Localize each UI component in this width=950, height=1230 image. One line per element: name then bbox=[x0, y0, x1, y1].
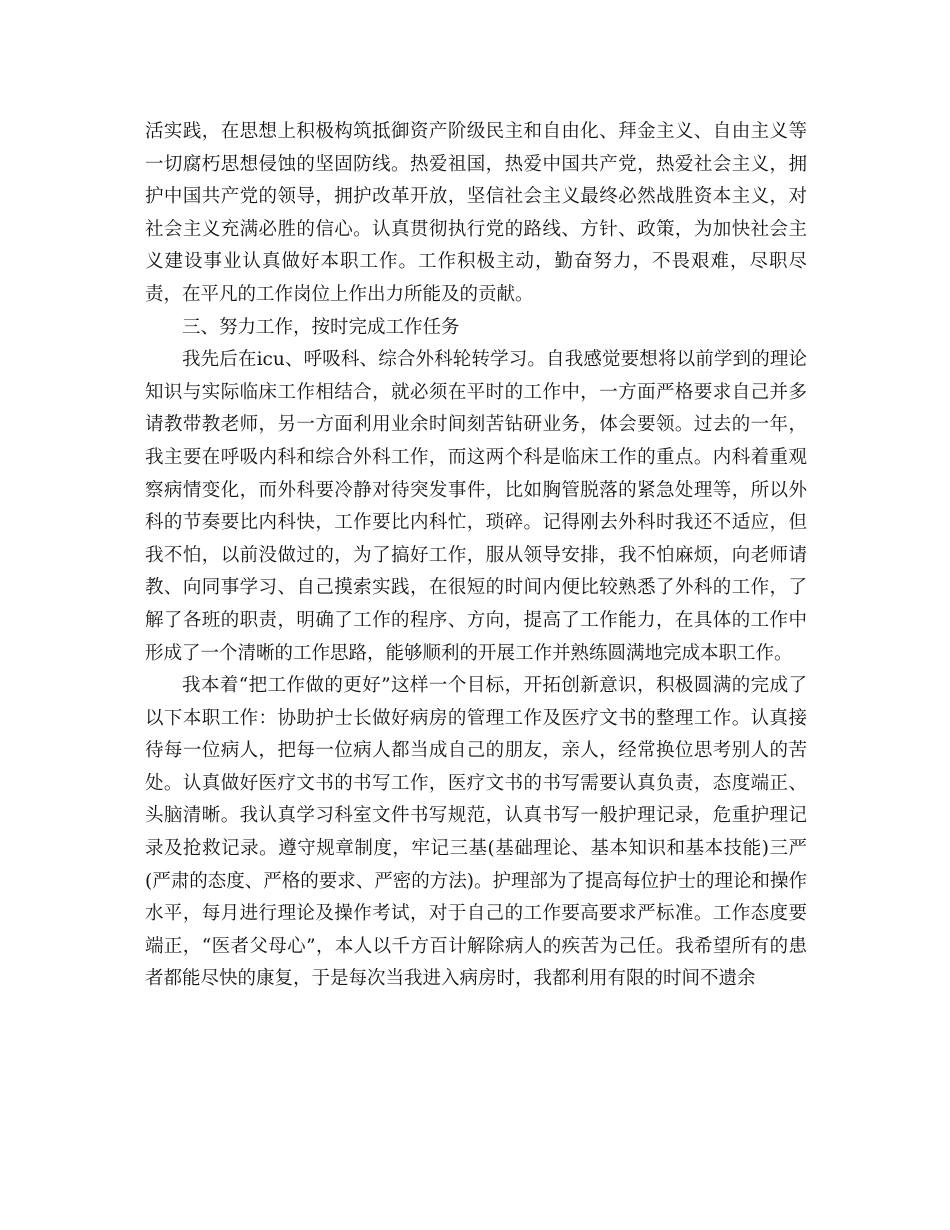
paragraph-political-conduct: 活实践，在思想上积极构筑抵御资产阶级民主和自由化、拜金主义、自由主义等一切腐朽思想侵蚀的坚固防线。热爱祖国，热爱中国共产党，热爱社会主义，拥护中国共产党的领导，拥护改革开放，坚信社会主义最终必然战胜资本主义，对社会主义充满必胜的信心。认真贯彻执行党的路线、方针、政策，为加快社会主义建设事业认真做好本职工作。工作积极主动，勤奋努力，不畏艰难，尽职尽责，在平凡的工作岗位上作出力所能及的贡献。 bbox=[145, 121, 807, 305]
section-heading-work-tasks: 三、努力工作，按时完成工作任务 bbox=[182, 316, 460, 338]
document-body bbox=[145, 116, 807, 996]
paragraph-rotation-study: 我先后在icu、呼吸科、综合外科轮转学习。自我感觉要想将以前学到的理论知识与实际临床工作相结合，就必须在平时的工作中，一方面严格要求自己并多请教带教老师，另一方面利用业余时间刻苦钻研业务，体会要领。过去的一年，我主要在呼吸内科和综合外科工作，而这两个科是临床工作的重点。内科着重观察病情变化，而外科要冷静对待突发事件，比如胸管脱落的紧急处理等，所以外科的节奏要比内科快，工作要比内科忙，琐碎。记得刚去外科时我还不适应，但我不怕，以前没做过的，为了搞好工作，服从领导安排，我不怕麻烦，向老师请教、向同事学习、自己摸索实践，在很短的时间内便比较熟悉了外科的工作，了解了各班的职责，明确了工作的程序、方向，提高了工作能力，在具体的工作中形成了一个清晰的工作思路，能够顺利的开展工作并熟练圆满地完成本职工作。 bbox=[145, 349, 807, 664]
paragraph-duties: 我本着“把工作做的更好”这样一个目标，开拓创新意识，积极圆满的完成了以下本职工作：协助护士长做好病房的管理工作及医疗文书的整理工作。认真接待每一位病人，把每一位病人都当成自己的朋友，亲人，经常换位思考别人的苦处。认真做好医疗文书的书写工作，医疗文书的书写需要认真负责，态度端正、头脑清晰。我认真学习科室文件书写规范，认真书写一般护理记录，危重护理记录及抢救记录。遵守规章制度，牢记三基(基础理论、基本知识和基本技能)三严(严肃的态度、严格的要求、严密的方法)。护理部为了提高每位护士的理论和操作水平，每月进行理论及操作考试，对于自己的工作要高要求严标准。工作态度要端正，“医者父母心”，本人以千方百计解除病人的疾苦为己任。我希望所有的患者都能尽快的康复，于是每次当我进入病房时，我都利用有限的时间不遗余 bbox=[145, 675, 807, 990]
